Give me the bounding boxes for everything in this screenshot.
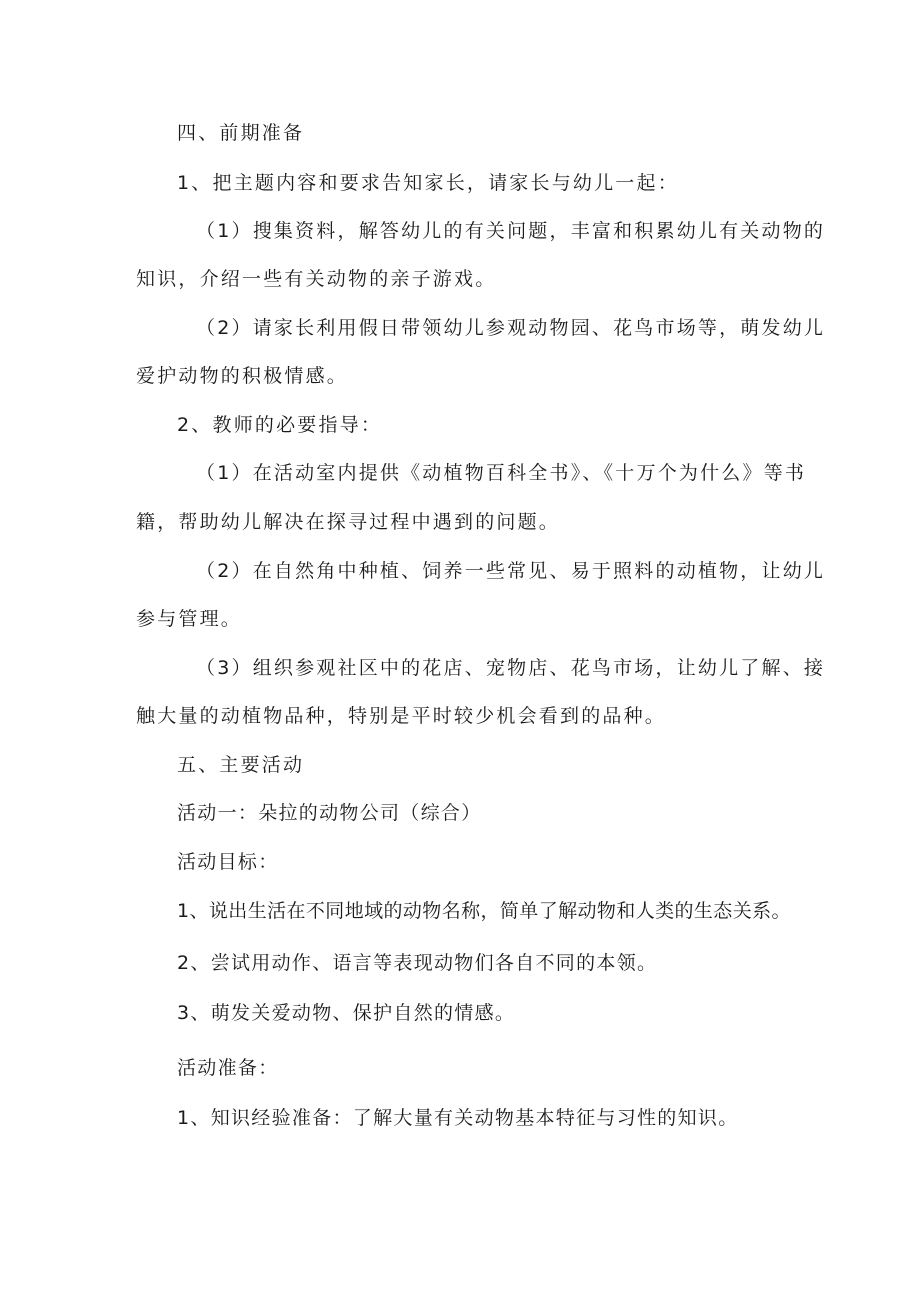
goal-item: 3、萌发关爱动物、保护自然的情感。 bbox=[177, 1002, 516, 1024]
subheading-goals: 活动目标： bbox=[177, 851, 279, 873]
paragraph-line: （3）组织参观社区中的花店、宠物店、花鸟市场，让幼儿了解、接 bbox=[196, 657, 826, 679]
paragraph-line: 触大量的动植物品种，特别是平时较少机会看到的品种。 bbox=[136, 705, 667, 727]
section-heading-5: 五、主要活动 bbox=[177, 754, 305, 776]
goal-item: 1、说出生活在不同地域的动物名称，简单了解动物和人类的生态关系。 bbox=[177, 900, 791, 922]
section-heading-4: 四、前期准备 bbox=[177, 122, 305, 144]
subheading-preparation: 活动准备： bbox=[177, 1057, 279, 1079]
paragraph-line: （1）搜集资料，解答幼儿的有关问题，丰富和积累幼儿有关动物的 bbox=[196, 220, 826, 242]
paragraph-line: （2）在自然角中种植、饲养一些常见、易于照料的动植物，让幼儿 bbox=[196, 560, 826, 582]
paragraph-line: 籍，帮助幼儿解决在探寻过程中遇到的问题。 bbox=[136, 511, 561, 533]
preparation-item: 1、知识经验准备：了解大量有关动物基本特征与习性的知识。 bbox=[177, 1107, 739, 1129]
paragraph-line: （2）请家长利用假日带领幼儿参观动物园、花鸟市场等，萌发幼儿 bbox=[196, 317, 826, 339]
goal-item: 2、尝试用动作、语言等表现动物们各自不同的本领。 bbox=[177, 952, 658, 974]
paragraph-line: 2、教师的必要指导： bbox=[177, 414, 383, 436]
paragraph-line: 知识，介绍一些有关动物的亲子游戏。 bbox=[136, 268, 497, 290]
paragraph-line: 1、把主题内容和要求告知家长，请家长与幼儿一起： bbox=[177, 172, 679, 194]
paragraph-line: 参与管理。 bbox=[136, 608, 243, 630]
activity-title: 活动一：朵拉的动物公司（综合） bbox=[177, 802, 482, 824]
paragraph-line: （1）在活动室内提供《动植物百科全书》、《十万个为什么》等书 bbox=[196, 462, 807, 484]
paragraph-line: 爱护动物的积极情感。 bbox=[136, 365, 349, 387]
